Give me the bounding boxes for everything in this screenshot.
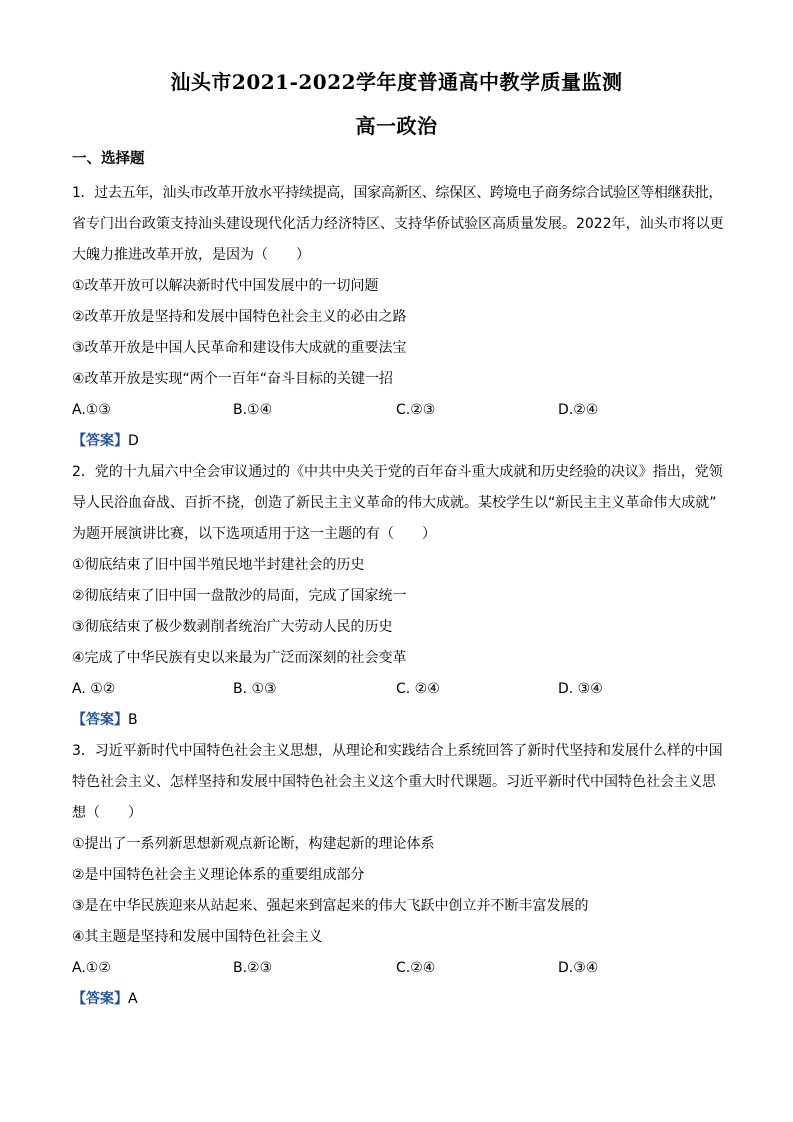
document-title: 汕头市2021-2022学年度普通高中教学质量监测 [170,70,623,94]
option-a: A.①② [72,960,111,976]
question-stem-line: 大魄力推进改革开放，是因为（ ） [72,247,310,263]
question-item: ④完成了中华民族有史以来最为广泛而深刻的社会变革 [72,650,407,666]
option-d: D.③④ [558,960,599,976]
question-item: ①提出了一系列新思想新观点新论断，构建起新的理论体系 [72,836,435,852]
option-c: C.②③ [396,402,436,418]
option-b: B.②③ [233,960,273,976]
question-stem-line: 省专门出台政策支持汕头建设现代化活力经济特区、支持华侨试验区高质量发展。2022年，汕头市将以更 [72,216,724,232]
question-stem-line: 为题开展演讲比赛，以下选项适用于这一主题的有（ ） [72,526,436,542]
option-c: C. ②④ [396,681,440,697]
option-a: A. ①② [72,681,116,697]
answer-value: D [128,433,139,449]
question-stem-line: 特色社会主义、怎样坚持和发展中国特色社会主义这个重大时代课题。习近平新时代中国特色社会主义思 [72,774,716,790]
question-stem-line: 2．党的十九届六中全会审议通过的《中共中央关于党的百年奋斗重大成就和历史经验的决议》指出，党领 [72,464,723,480]
options-row [72,395,724,426]
section-heading: 一、选择题 [72,151,145,167]
option-c: C.②④ [396,960,436,976]
question-item: ①彻底结束了旧中国半殖民地半封建社会的历史 [72,557,365,573]
option-d: D. ③④ [558,681,603,697]
question-1 [72,178,724,457]
question-item: ②是中国特色社会主义理论体系的重要组成部分 [72,867,365,883]
answer-value: B [128,712,138,728]
answer-tag: 【答案】 [72,433,128,449]
question-stem-line: 3．习近平新时代中国特色社会主义思想，从理论和实践结合上系统回答了新时代坚持和发展什么样的中国 [72,743,723,759]
question-3 [72,736,724,1015]
question-item: ④其主题是坚持和发展中国特色社会主义 [72,929,323,945]
answer-tag: 【答案】 [72,991,128,1007]
question-item: ④改革开放是实现“两个一百年“奋斗目标的关键一招 [72,371,394,387]
question-stem-line: 1．过去五年，汕头市改革开放水平持续提高，国家高新区、综保区、跨境电子商务综合试验区等相继获批， [72,185,723,201]
question-item: ③是在中华民族迎来从站起来、强起来到富起来的伟大飞跃中创立并不断丰富发展的 [72,898,589,914]
answer-value: A [128,991,138,1007]
answer-line [72,984,724,1015]
options-row [72,953,724,984]
option-b: B. ①③ [233,681,277,697]
answer-tag: 【答案】 [72,712,128,728]
document-subtitle: 高一政治 [355,114,438,138]
question-item: ②改革开放是坚持和发展中国特色社会主义的必由之路 [72,309,407,325]
question-item: ①改革开放可以解决新时代中国发展中的一切问题 [72,278,379,294]
answer-line [72,705,724,736]
option-a: A.①③ [72,402,111,418]
options-row [72,674,724,705]
question-item: ③彻底结束了极少数剥削者统治广大劳动人民的历史 [72,619,393,635]
question-2 [72,457,724,736]
question-stem-line: 导人民浴血奋战、百折不挠，创造了新民主主义革命的伟大成就。某校学生以“新民主主义革命伟大成就” [72,495,717,511]
option-d: D.②④ [558,402,599,418]
question-item: ②彻底结束了旧中国一盘散沙的局面，完成了国家统一 [72,588,407,604]
answer-line [72,426,724,457]
question-stem-line: 想（ ） [72,805,142,821]
question-item: ③改革开放是中国人民革命和建设伟大成就的重要法宝 [72,340,407,356]
option-b: B.①④ [233,402,273,418]
